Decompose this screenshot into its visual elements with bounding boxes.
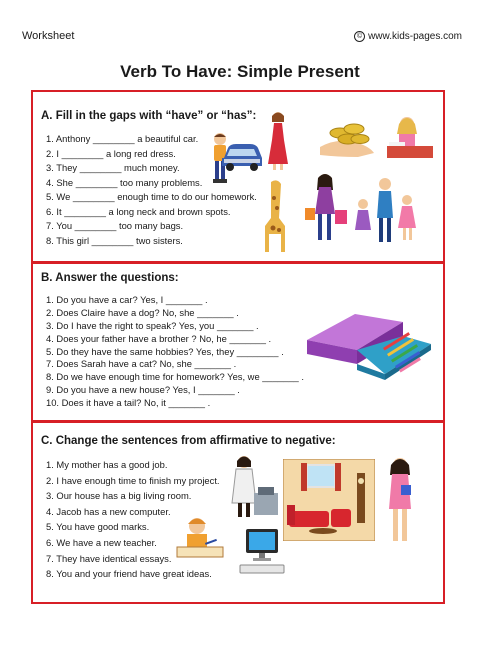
list-item: 3. Do I have the right to speak? Yes, you _______ . xyxy=(46,319,259,331)
copyright-icon: © xyxy=(354,31,365,42)
list-item: 1. My mother has a good job. xyxy=(46,459,168,470)
list-item: 8. Do we have enough time for homework? Yes, we _______ . xyxy=(46,371,304,383)
girl-at-desk-icon xyxy=(385,112,435,162)
section-b xyxy=(31,262,445,422)
computer-icon xyxy=(238,527,286,579)
list-item: 2. Does Claire have a dog? No, she _______ . xyxy=(46,306,239,318)
page-title: Verb To Have: Simple Present xyxy=(120,62,360,81)
woman-at-counter-icon xyxy=(226,453,280,519)
worksheet-label: Worksheet xyxy=(22,30,75,42)
hand-with-coins-icon xyxy=(318,117,376,159)
list-item: 2. I ________ a long red dress. xyxy=(46,147,176,159)
teacher-icon xyxy=(383,455,417,547)
woman-red-dress-icon xyxy=(265,110,291,172)
list-item: 3. They ________ much money. xyxy=(46,162,180,173)
list-item: 8. This girl ________ two sisters. xyxy=(46,234,183,246)
section-b-title: B. Answer the questions: xyxy=(41,272,179,284)
list-item: 3. Our house has a big living room. xyxy=(46,490,192,502)
list-item: 7. Does Sarah have a cat? No, she _______ . xyxy=(46,358,237,370)
list-item: 4. She ________ too many problems. xyxy=(46,176,203,188)
boy-writing-icon xyxy=(175,515,225,561)
living-room-icon xyxy=(283,459,375,541)
list-item: 1. Anthony ________ a beautiful car. xyxy=(46,133,199,144)
section-c-title: C. Change the sentences from affirmative to negative: xyxy=(41,435,336,447)
list-item: 6. We have a new teacher. xyxy=(46,536,157,548)
list-item: 7. They have identical essays. xyxy=(46,552,172,564)
list-item: 5. We ________ enough time to do our homework. xyxy=(46,191,257,202)
section-b-list xyxy=(46,294,304,410)
three-sisters-icon xyxy=(351,176,423,246)
list-item: 9. Do you have a new house? Yes, I _______ . xyxy=(46,384,240,396)
section-a-title: A. Fill in the gaps with “have” or “has”: xyxy=(41,110,257,122)
red-car-icon xyxy=(220,140,264,172)
site-credit[interactable] xyxy=(354,31,462,42)
site-link[interactable]: www.kids-pages.com xyxy=(368,31,462,42)
list-item: 4. Does your father have a brother ? No, he _______ . xyxy=(46,332,272,344)
giraffe-icon xyxy=(255,178,295,256)
list-item: 7. You ________ too many bags. xyxy=(46,220,184,231)
list-item: 5. You have good marks. xyxy=(46,521,150,533)
pencil-case-icon xyxy=(299,310,441,388)
section-a xyxy=(31,90,445,263)
section-c xyxy=(31,421,445,604)
list-item: 10. Does it have a tail? No, it _______ . xyxy=(46,397,211,409)
list-item: 8. You and your friend have great ideas. xyxy=(46,568,212,580)
list-item: 2. I have enough time to finish my project. xyxy=(46,474,220,486)
list-item: 5. Do they have the same hobbies? Yes, they ________ . xyxy=(46,345,284,357)
list-item: 6. It ________ a long neck and brown spots. xyxy=(46,205,231,217)
list-item: 1. Do you have a car? Yes, I _______ . xyxy=(46,294,208,305)
woman-with-bags-icon xyxy=(303,172,349,246)
list-item: 4. Jacob has a new computer. xyxy=(46,505,171,517)
